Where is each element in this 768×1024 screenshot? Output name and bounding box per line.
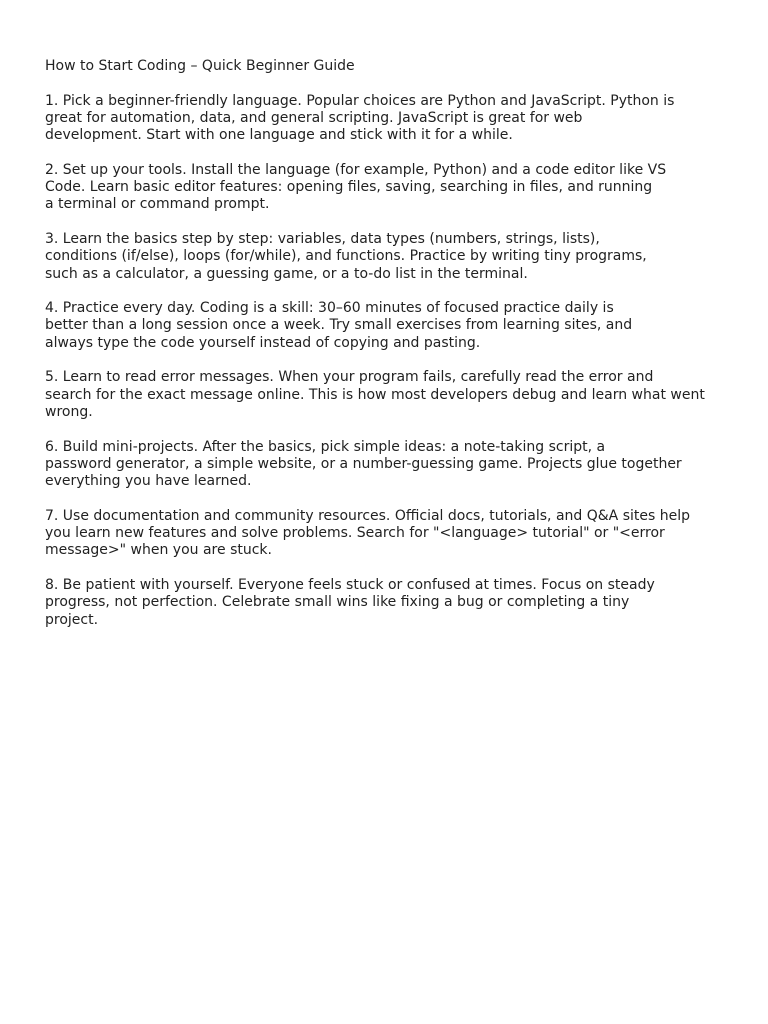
paragraph-line: 2. Set up your tools. Install the language (for example, Python) and a code editor like VS bbox=[45, 161, 667, 178]
paragraph-line: everything you have learned. bbox=[45, 473, 252, 490]
paragraph-line: 7. Use documentation and community resources. Official docs, tutorials, and Q&A sites help bbox=[45, 507, 691, 524]
paragraph-line: better than a long session once a week. Try small exercises from learning sites, and bbox=[45, 317, 633, 334]
paragraph-line: 6. Build mini-projects. After the basics, pick simple ideas: a note-taking script, a bbox=[45, 438, 606, 455]
paragraph-line: 5. Learn to read error messages. When your program fails, carefully read the error and bbox=[45, 369, 654, 386]
paragraph-2 bbox=[45, 162, 761, 214]
paragraph-line: Code. Learn basic editor features: opening files, saving, searching in files, and running bbox=[45, 179, 653, 196]
paragraph-7 bbox=[45, 508, 761, 560]
paragraph-4 bbox=[45, 300, 761, 352]
document-title: How to Start Coding – Quick Beginner Guide bbox=[45, 58, 355, 74]
paragraph-line: message>" when you are stuck. bbox=[45, 542, 272, 559]
paragraph-line: always type the code yourself instead of copying and pasting. bbox=[45, 334, 481, 351]
paragraph-line: project. bbox=[45, 611, 99, 628]
paragraph-6 bbox=[45, 439, 761, 491]
paragraph-line: such as a calculator, a guessing game, or a to-do list in the terminal. bbox=[45, 265, 528, 282]
paragraph-line: a terminal or command prompt. bbox=[45, 196, 270, 213]
paragraph-line: 8. Be patient with yourself. Everyone feels stuck or confused at times. Focus on steady bbox=[45, 576, 655, 593]
paragraph-line: great for automation, data, and general scripting. JavaScript is great for web bbox=[45, 109, 583, 126]
paragraph-5 bbox=[45, 369, 761, 421]
document-body bbox=[45, 58, 761, 646]
paragraph-line: password generator, a simple website, or a number-guessing game. Projects glue together bbox=[45, 455, 682, 472]
paragraph-line: 3. Learn the basics step by step: variables, data types (numbers, strings, lists), bbox=[45, 230, 600, 247]
paragraph-3 bbox=[45, 231, 761, 283]
paragraph-line: search for the exact message online. This is how most developers debug and learn what went bbox=[45, 386, 705, 403]
paragraph-line: development. Start with one language and stick with it for a while. bbox=[45, 127, 513, 144]
paragraph-line: you learn new features and solve problems. Search for "<language> tutorial" or "<error bbox=[45, 525, 665, 542]
paragraph-line: 4. Practice every day. Coding is a skill: 30–60 minutes of focused practice daily is bbox=[45, 300, 614, 317]
paragraph-line: 1. Pick a beginner-friendly language. Popular choices are Python and JavaScript. Python is bbox=[45, 92, 675, 109]
paragraph-line: wrong. bbox=[45, 403, 93, 420]
paragraph-1 bbox=[45, 93, 761, 145]
paragraph-8 bbox=[45, 577, 761, 629]
paragraph-line: conditions (if/else), loops (for/while), and functions. Practice by writing tiny programs, bbox=[45, 248, 647, 265]
paragraph-line: progress, not perfection. Celebrate small wins like fixing a bug or completing a tiny bbox=[45, 594, 630, 611]
